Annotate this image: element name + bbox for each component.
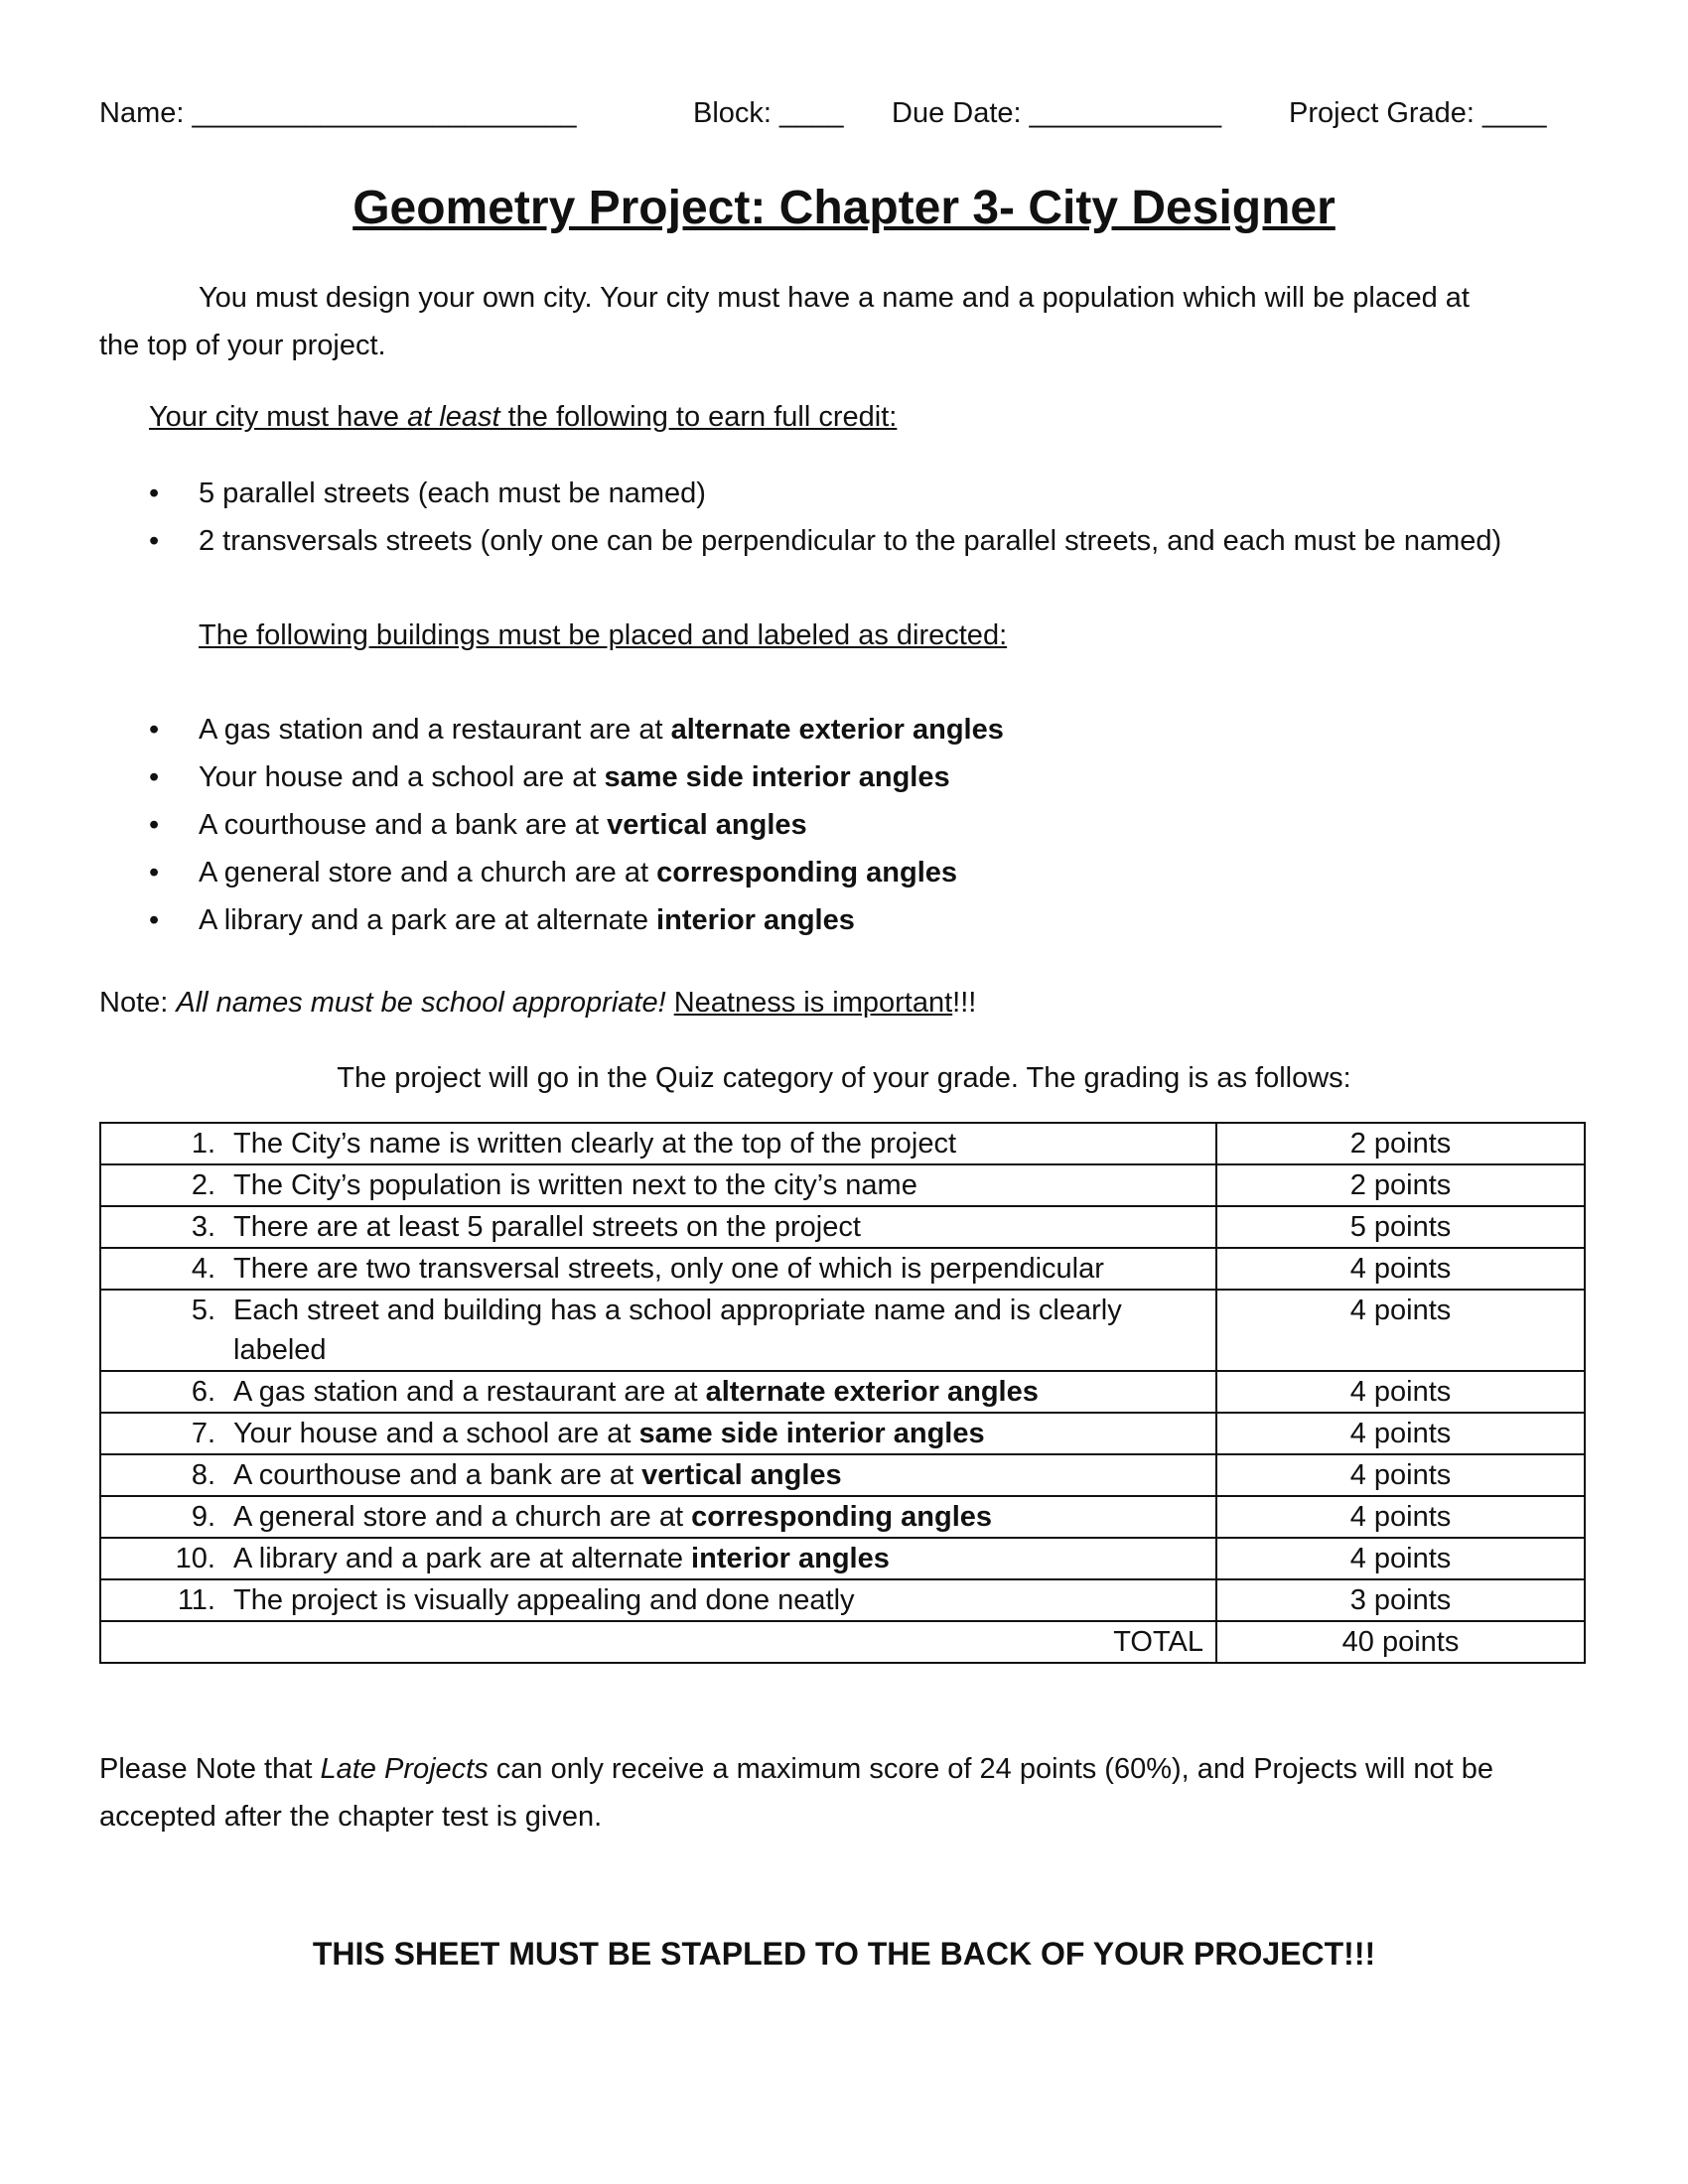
criterion-cell (100, 1496, 1216, 1538)
list-item-text: Your house and a school are at (199, 761, 605, 793)
criterion-text (233, 1414, 985, 1453)
criterion-text-bold: vertical angles (641, 1459, 842, 1491)
table-row (100, 1454, 1585, 1496)
requirements-heading-emphasis: at least (407, 401, 500, 433)
table-row (100, 1413, 1585, 1454)
buildings-heading: The following buildings must be placed and labeled as directed: (199, 619, 1008, 651)
criterion-cell (100, 1579, 1216, 1621)
criterion-text-plain: Each street and building has a school appropriate name and is clearly labeled (233, 1295, 1122, 1366)
intro-paragraph (99, 274, 1569, 369)
criterion-number: 8. (191, 1459, 215, 1491)
list-item-bold: corresponding angles (656, 857, 958, 888)
criterion-text-bold: same side interior angles (638, 1418, 985, 1449)
list-item-text: A general store and a church are at (199, 857, 657, 888)
criterion-number: 4. (191, 1253, 215, 1285)
list-item (149, 896, 1589, 944)
table-row (100, 1164, 1585, 1206)
points-cell: 4 points (1216, 1496, 1585, 1538)
late-note-paragraph (99, 1745, 1569, 1841)
late-note-pre: Please Note that (99, 1753, 321, 1785)
criterion-cell (100, 1290, 1216, 1371)
note-end: !!! (952, 987, 977, 1019)
criterion-text-bold: corresponding angles (691, 1501, 993, 1533)
criterion-text-plain: There are two transversal streets, only one of which is perpendicular (233, 1253, 1104, 1285)
project-grade-field-label: Project Grade: ____ (1289, 97, 1547, 129)
late-note-line-2: accepted after the chapter test is given. (99, 1801, 603, 1833)
table-row (100, 1579, 1585, 1621)
criterion-text-plain: The City’s name is written clearly at the top of the project (233, 1128, 957, 1160)
note-line (99, 979, 1569, 1026)
total-points: 40 points (1216, 1621, 1585, 1663)
criterion-cell (100, 1164, 1216, 1206)
table-row (100, 1290, 1585, 1371)
table-row (100, 1123, 1585, 1164)
building-requirements-list (149, 706, 1589, 944)
list-item-bold: same side interior angles (604, 761, 950, 793)
page-title: Geometry Project: Chapter 3- City Designer (352, 182, 1336, 234)
criterion-text (233, 1291, 1205, 1370)
criterion-text (233, 1455, 842, 1495)
criterion-number: 5. (191, 1295, 215, 1326)
points-cell: 4 points (1216, 1538, 1585, 1579)
criterion-cell (100, 1248, 1216, 1290)
list-item-text: A library and a park are at alternate (199, 904, 657, 936)
list-item: • 5 parallel streets (each must be named) (149, 470, 1589, 517)
list-item (149, 753, 1589, 801)
criterion-text (233, 1580, 855, 1620)
points-cell: 3 points (1216, 1579, 1585, 1621)
criterion-number: 7. (191, 1418, 215, 1449)
table-row (100, 1206, 1585, 1248)
list-item: • 2 transversals streets (only one can be perpendicular to the parallel streets, and each must be named) (149, 517, 1589, 565)
criterion-cell (100, 1413, 1216, 1454)
criterion-text (233, 1539, 890, 1578)
points-cell: 4 points (1216, 1413, 1585, 1454)
criterion-cell (100, 1454, 1216, 1496)
note-italic: All names must be school appropriate! (176, 987, 666, 1019)
criterion-text (233, 1372, 1039, 1412)
total-label: TOTAL (100, 1621, 1216, 1663)
list-item-bold: interior angles (656, 904, 855, 936)
list-item-text: A gas station and a restaurant are at (199, 714, 671, 746)
name-field-label: Name: ________________________ (99, 97, 577, 129)
criterion-number: 2. (191, 1169, 215, 1201)
list-item-text: A courthouse and a bank are at (199, 809, 608, 841)
points-cell: 4 points (1216, 1248, 1585, 1290)
criterion-text (233, 1497, 992, 1537)
list-item-bold: alternate exterior angles (670, 714, 1004, 746)
requirements-heading (149, 393, 1618, 441)
criterion-text (233, 1124, 956, 1163)
staple-notice: THIS SHEET MUST BE STAPLED TO THE BACK OF YOUR PROJECT!!! (312, 1936, 1376, 1972)
criterion-text (233, 1249, 1104, 1289)
intro-line-1: You must design your own city. Your city must have a name and a population which will be placed at (199, 282, 1470, 314)
due-date-field-label: Due Date: ____________ (892, 97, 1222, 129)
points-cell: 4 points (1216, 1371, 1585, 1413)
criterion-text-plain: The City’s population is written next to the city’s name (233, 1169, 917, 1201)
intro-line-2: the top of your project. (99, 330, 386, 361)
criterion-cell (100, 1538, 1216, 1579)
grading-table (99, 1122, 1586, 1664)
requirements-heading-post: the following to earn full credit: (499, 401, 898, 433)
table-row (100, 1496, 1585, 1538)
criterion-text-plain: There are at least 5 parallel streets on the project (233, 1211, 861, 1243)
criterion-number: 10. (175, 1543, 215, 1574)
late-note-post-1: can only receive a maximum score of 24 points (60%), and Projects will not be (488, 1753, 1493, 1785)
criterion-cell (100, 1206, 1216, 1248)
criterion-cell (100, 1123, 1216, 1164)
list-item (149, 801, 1589, 849)
block-field-label: Block: ____ (693, 97, 844, 129)
list-item (149, 706, 1589, 753)
criterion-cell (100, 1371, 1216, 1413)
grading-intro: The project will go in the Quiz category of your grade. The grading is as follows: (337, 1062, 1351, 1094)
criterion-number: 3. (191, 1211, 215, 1243)
criterion-text-plain: The project is visually appealing and done neatly (233, 1584, 855, 1616)
criterion-text-bold: interior angles (691, 1543, 890, 1574)
points-cell: 4 points (1216, 1454, 1585, 1496)
criterion-number: 1. (191, 1128, 215, 1160)
total-row (100, 1621, 1585, 1663)
student-info-header (99, 97, 1589, 145)
criterion-text-plain: A gas station and a restaurant are at (233, 1376, 706, 1408)
criterion-text-plain: A library and a park are at alternate (233, 1543, 692, 1574)
points-cell: 2 points (1216, 1123, 1585, 1164)
table-row (100, 1538, 1585, 1579)
criterion-text (233, 1165, 917, 1205)
list-item (149, 849, 1589, 896)
points-cell: 5 points (1216, 1206, 1585, 1248)
criterion-text-plain: A courthouse and a bank are at (233, 1459, 642, 1491)
list-item-bold: vertical angles (607, 809, 807, 841)
points-cell: 2 points (1216, 1164, 1585, 1206)
criterion-text-plain: A general store and a church are at (233, 1501, 692, 1533)
criterion-number: 11. (177, 1584, 215, 1616)
note-underlined: Neatness is important (673, 987, 953, 1019)
criterion-text-bold: alternate exterior angles (705, 1376, 1039, 1408)
criterion-text-plain: Your house and a school are at (233, 1418, 639, 1449)
table-row (100, 1248, 1585, 1290)
late-note-italic: Late Projects (320, 1753, 489, 1785)
criterion-text (233, 1207, 861, 1247)
note-label: Note: (99, 987, 177, 1019)
late-note-line-1 (99, 1745, 1569, 1793)
criterion-number: 9. (191, 1501, 215, 1533)
requirements-heading-pre: Your city must have (149, 401, 408, 433)
points-cell: 4 points (1216, 1290, 1585, 1371)
table-row (100, 1371, 1585, 1413)
street-requirements-list (149, 470, 1589, 565)
criterion-number: 6. (191, 1376, 215, 1408)
